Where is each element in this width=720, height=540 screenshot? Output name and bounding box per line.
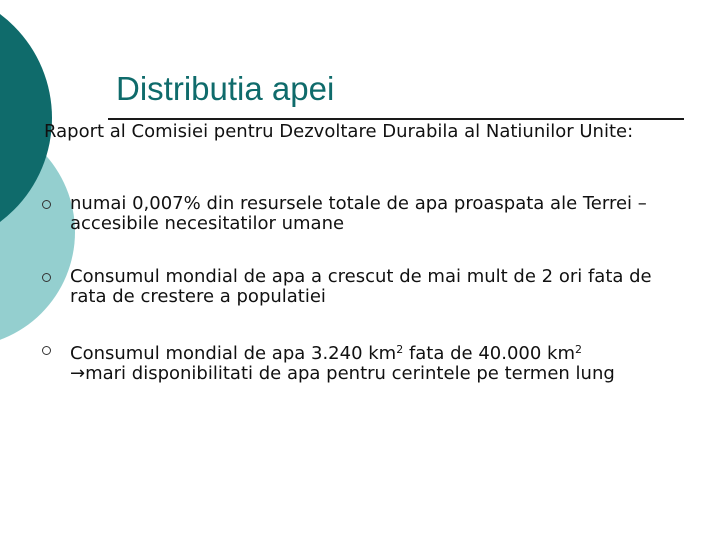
bullet-list [40, 194, 680, 417]
arrow-icon: → [70, 363, 86, 384]
bullet-item [40, 194, 680, 234]
page-title: Distributia apei [116, 70, 335, 107]
bullet-text: numai 0,007% din resursele totale de apa proaspata ale Terrei –accesibile necesitatilor umane [70, 193, 647, 234]
superscript: 2 [575, 343, 583, 356]
bullet-text: Consumul mondial de apa a crescut de mai mult de 2 ori fata de rata de crestere a populatiei [70, 266, 652, 307]
superscript: 2 [396, 343, 404, 356]
bullet-circle-icon [42, 200, 51, 209]
intro-text: Raport al Comisiei pentru Dezvoltare Durabila al Natiunilor Unite: [44, 121, 634, 142]
bullet-text-part: mari disponibilitati de apa pentru cerintele pe termen lung [85, 363, 615, 384]
bullet-item [40, 267, 680, 307]
bullet-circle-icon [42, 273, 51, 282]
bullet-circle-icon [42, 346, 51, 355]
bullet-text-part: fata de 40.000 km [403, 343, 576, 364]
title-divider [108, 118, 684, 120]
bullet-text-part: Consumul mondial de apa 3.240 km [70, 343, 397, 364]
bullet-item [40, 340, 680, 384]
